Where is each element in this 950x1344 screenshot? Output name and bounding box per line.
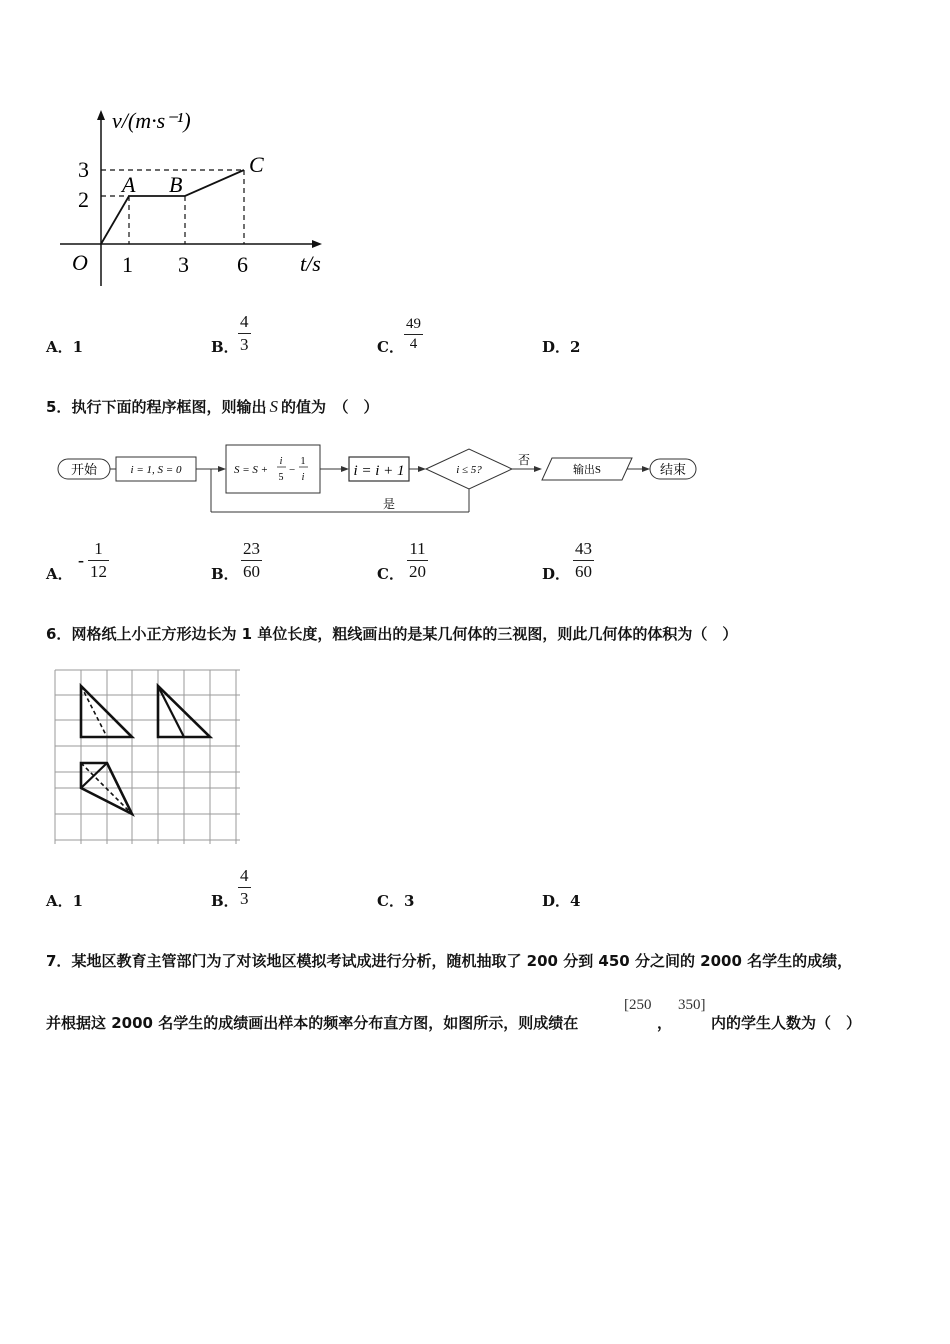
option-letter: A．	[46, 338, 73, 356]
option-letter: C．	[377, 565, 404, 583]
q4-option-d[interactable]	[542, 336, 580, 357]
q7-interval-left: [250	[624, 997, 652, 1013]
no-label: 否	[518, 453, 531, 467]
x-axis-arrow	[312, 240, 322, 248]
q7-number: 7．	[46, 952, 72, 970]
q7-interval-comma: ，	[657, 1014, 673, 1032]
q5-option-d[interactable]	[542, 563, 570, 584]
q7-question-line2-end: 内的学生人数为（ ）	[711, 1014, 862, 1032]
end-label: 结束	[659, 462, 687, 477]
side-view-edge	[158, 686, 184, 737]
x-tick-6: 6	[237, 252, 248, 277]
q6-option-c[interactable]	[377, 890, 414, 911]
q6-option-d[interactable]	[542, 890, 580, 911]
option-value: 3	[403, 892, 415, 910]
condition-label: i ≤ 5?	[456, 464, 482, 476]
q6-option-a[interactable]	[46, 890, 83, 911]
q5-variable: S	[269, 397, 278, 416]
option-value: 1	[72, 338, 84, 356]
option-letter: B．	[211, 565, 239, 583]
q5-number: 5．	[46, 398, 72, 416]
svg-text:1: 1	[300, 456, 306, 467]
init-label: i = 1, S = 0	[130, 464, 182, 476]
yes-label: 是	[383, 497, 396, 511]
option-value: 1	[72, 892, 84, 910]
output-label: 输出S	[572, 464, 602, 476]
option-letter: A．	[46, 892, 73, 910]
q5-question: 5．执行下面的程序框图，则输出 S 的值为 （ ）	[46, 397, 379, 416]
y-axis-arrow	[97, 110, 105, 120]
q6-question: 6．网格纸上小正方形边长为 1 单位长度，粗线画出的是某几何体的三视图，则此几何体的体积为（ ）	[46, 625, 738, 643]
q7-question-line2: 并根据这 2000 名学生的成绩画出样本的频率分布直方图，如图所示，则成绩在	[46, 1014, 579, 1032]
q7-question-line1: 7．某地区教育主管部门为了对该地区模拟考试成进行分析，随机抽取了 200 分到 450 分之间的 2000 名学生的成绩，	[46, 952, 853, 970]
option-letter: B．	[211, 338, 239, 356]
counter-update-label: i = i + 1	[353, 463, 405, 479]
three-view-grid	[50, 662, 245, 847]
q4-option-c-fraction: 49 4	[406, 316, 421, 352]
q5-option-c[interactable]	[377, 563, 404, 584]
sum-update-lhs: S = S +	[234, 464, 269, 476]
q4-option-b[interactable]	[211, 336, 239, 357]
velocity-time-graph	[50, 100, 350, 300]
origin-label: O	[72, 250, 88, 275]
grid-lines	[55, 670, 240, 844]
q5-option-c-fraction: 11 20	[409, 539, 426, 581]
q5-option-d-fraction: 43 60	[575, 539, 592, 581]
option-value: 2	[570, 338, 581, 356]
q5-option-b-fraction: 23 60	[243, 539, 260, 581]
y-tick-2: 2	[78, 187, 89, 212]
point-c-label: C	[249, 152, 264, 177]
option-value: 4	[570, 892, 581, 910]
option-letter: A．	[46, 565, 73, 583]
q6-option-b[interactable]	[211, 890, 239, 911]
x-axis-label: t/s	[300, 251, 321, 276]
q6-option-b-fraction: 4 3	[240, 866, 249, 908]
y-axis-label: v/(m·s⁻¹)	[112, 108, 191, 133]
svg-text:5: 5	[278, 472, 284, 483]
front-view-hidden-edge	[81, 686, 107, 737]
option-letter: C．	[377, 892, 404, 910]
q5-option-a-sign: -	[78, 550, 84, 570]
y-tick-3: 3	[78, 157, 89, 182]
q5-option-a-fraction: 1 12	[90, 539, 107, 581]
option-letter: D．	[542, 338, 571, 356]
option-letter: C．	[377, 338, 404, 356]
svg-text:i: i	[301, 472, 305, 483]
option-letter: D．	[542, 892, 571, 910]
svg-text:i: i	[279, 456, 283, 467]
point-a-label: A	[122, 172, 136, 197]
start-label: 开始	[70, 462, 98, 477]
option-letter: B．	[211, 892, 239, 910]
q4-option-b-fraction: 4 3	[240, 312, 249, 354]
q5-option-a[interactable]	[46, 563, 73, 584]
x-tick-1: 1	[122, 252, 133, 277]
q5-option-b[interactable]	[211, 563, 239, 584]
q4-option-a[interactable]	[46, 336, 83, 357]
svg-text:−: −	[289, 464, 296, 476]
q4-option-c[interactable]	[377, 336, 404, 357]
point-b-label: B	[169, 172, 183, 197]
q7-interval-right: 350]	[678, 997, 706, 1013]
option-letter: D．	[542, 565, 571, 583]
x-tick-3: 3	[178, 252, 189, 277]
q6-number: 6．	[46, 625, 72, 643]
flowchart	[50, 440, 710, 520]
